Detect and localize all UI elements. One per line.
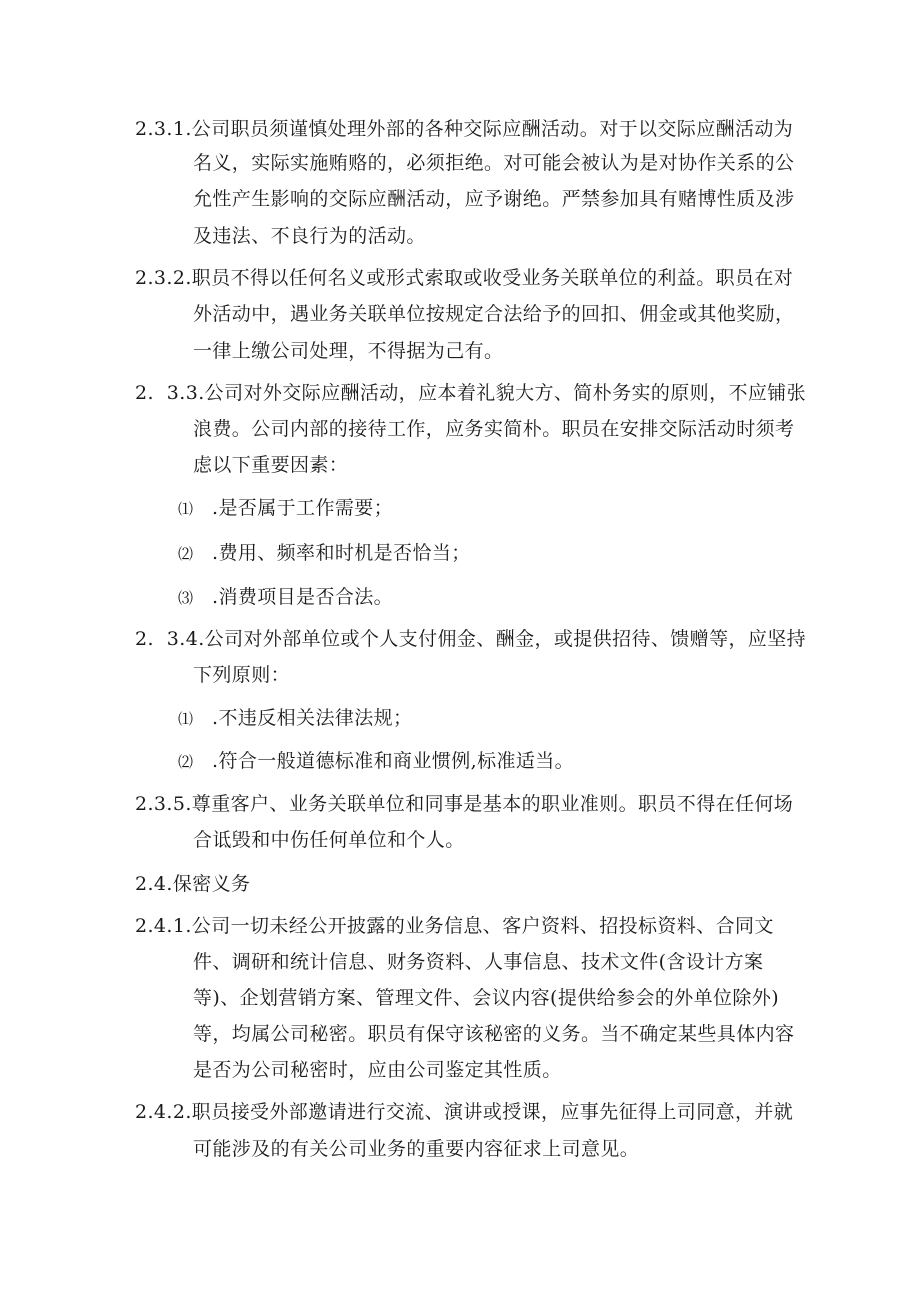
paragraph-text: 职员不得以任何名义或形式索取或收受业务关联单位的利益。职员在对 [191,267,794,289]
list-item [178,585,393,610]
section-2-3-1-line-1 [135,117,793,141]
paragraph-text: 公司对外交际应酬活动，应本着礼貌大方、简朴务实的原则，不应铺张 [204,382,807,404]
item-mark: ⑴ [178,500,194,518]
item-mark: ⑵ [178,753,194,771]
section-2-4-1-line-5: 是否为公司秘密时，应由公司鉴定其性质。 [193,1059,562,1081]
section-2-3-3-line-1 [135,381,806,405]
section-2-3-5-line-1 [135,792,793,816]
section-2-4-2-line-1 [135,1100,793,1124]
section-2-4-2-line-2: 可能涉及的有关公司业务的重要内容征求上司意见。 [193,1138,640,1160]
section-number: 2.3.5. [135,793,192,815]
item-mark: ⑵ [178,545,194,563]
section-number: 2.3.2. [135,267,192,289]
section-2-3-2-line-3: 一律上缴公司处理，不得据为己有。 [193,340,504,362]
section-2-3-1-line-2: 名义，实际实施贿赂的，必须拒绝。对可能会被认为是对协作关系的公 [193,152,795,174]
paragraph-text: 公司对外部单位或个人支付佣金、酬金，或提供招待、馈赠等，应坚持 [204,628,807,650]
section-number: 2.4.2. [135,1101,192,1123]
section-2-3-2-line-2: 外活动中，遇业务关联单位按规定合法给予的回扣、佣金或其他奖励， [193,303,795,325]
section-number: 2.4. [135,873,173,895]
paragraph-text: 公司一切未经公开披露的业务信息、客户资料、招投标资料、合同文 [191,915,774,937]
section-2-3-4-line-2: 下列原则： [193,664,291,686]
section-2-4-1-line-3: 等)、企划营销方案、管理文件、会议内容(提供给参会的外单位除外) [193,987,780,1009]
section-2-3-5-line-2: 合诋毁和中伤任何单位和个人。 [193,829,465,851]
section-number: 2. 3.3. [135,382,205,404]
list-item [178,706,412,731]
section-2-4-1-line-4: 等，均属公司秘密。职员有保守该秘密的义务。当不确定某些具体内容 [193,1023,795,1045]
item-text: .是否属于工作需要； [212,497,394,519]
section-2-3-2-line-1 [135,266,793,290]
item-mark: ⑶ [178,589,194,607]
section-2-4-1-line-2: 件、调研和统计信息、财务资料、人事信息、技术文件(含设计方案 [193,951,764,973]
item-text: .消费项目是否合法。 [212,586,394,608]
item-text: .符合一般道德标准和商业惯例,标准适当。 [212,750,575,772]
item-mark: ⑴ [178,710,194,728]
section-2-3-4-line-1 [135,627,806,651]
section-2-4-1-line-1 [135,914,774,938]
section-2-3-3-line-2: 浪费。公司内部的接待工作，应务实简朴。职员在安排交际活动时须考 [193,418,795,440]
paragraph-text: 职员接受外部邀请进行交流、演讲或授课，应事先征得上司同意，并就 [191,1101,794,1123]
paragraph-text: 尊重客户、业务关联单位和同事是基本的职业准则。职员不得在任何场 [191,793,794,815]
section-title: 保密义务 [172,873,251,895]
list-item [178,541,471,566]
section-number: 2.3.1. [135,118,192,140]
list-item [178,749,574,774]
item-text: .不违反相关法律法规； [212,707,413,729]
section-2-3-1-line-3: 允性产生影响的交际应酬活动，应予谢绝。严禁参加具有赌博性质及涉 [193,188,795,210]
section-number: 2.4.1. [135,915,192,937]
list-item [178,496,393,521]
section-2-3-3-line-3: 虑以下重要因素： [193,454,349,476]
section-2-3-1-line-4: 及违法、不良行为的活动。 [193,225,426,247]
section-heading-2-4 [135,872,250,896]
paragraph-text: 公司职员须谨慎处理外部的各种交际应酬活动。对于以交际应酬活动为 [191,118,794,140]
item-text: .费用、频率和时机是否恰当； [212,542,471,564]
section-number: 2. 3.4. [135,628,205,650]
